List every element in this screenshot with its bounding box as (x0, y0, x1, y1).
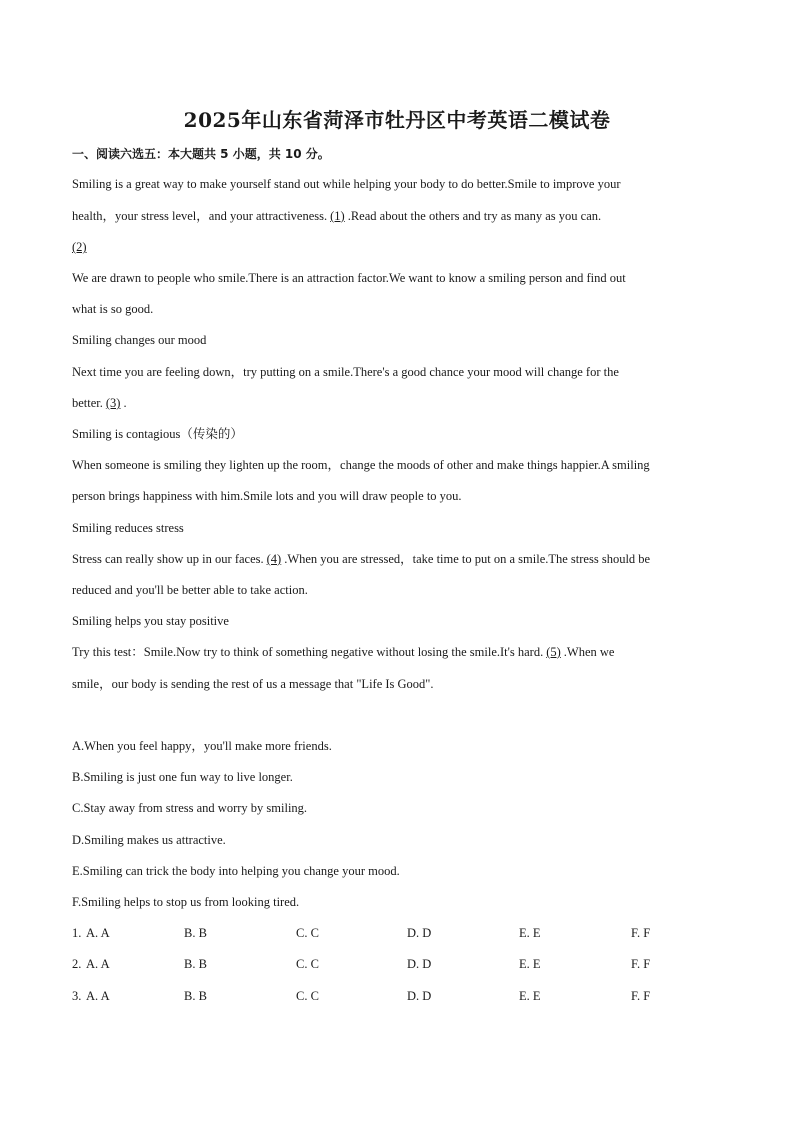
option-a[interactable]: A. A (86, 957, 110, 971)
passage-line (72, 239, 732, 255)
option-c[interactable]: C. C (296, 926, 319, 940)
choice-e: E.Smiling can trick the body into helping you change your mood. (72, 864, 400, 878)
section-header: 一、阅读六选五：本大题共 5 小题，共 10 分。 (72, 147, 330, 161)
option-f[interactable]: F. F (631, 957, 651, 971)
passage-line: smile，our body is sending the rest of us a message that "Life Is Good". (72, 677, 434, 691)
option-e[interactable]: E. E (519, 957, 541, 971)
option-f[interactable]: F. F (631, 926, 651, 940)
question-number-text: 3. (72, 989, 82, 1003)
passage-line: Next time you are feeling down，try putting on a smile.There's a good chance your mood will change for the (72, 365, 619, 379)
passage-text: .When we (563, 645, 615, 659)
passage-text: health，your stress level，and your attractiveness. (72, 209, 328, 223)
option-b[interactable]: B. B (184, 989, 207, 1003)
passage-text: Try this test：Smile.Now try to think of something negative without losing the smile.It's hard. (72, 645, 544, 659)
subheading: Smiling helps you stay positive (72, 614, 229, 628)
option-c[interactable]: C. C (296, 957, 319, 971)
choice-a: A.When you feel happy，you'll make more friends. (72, 739, 332, 753)
option-d[interactable]: D. D (407, 989, 432, 1003)
question-number-text: 2. (72, 957, 82, 971)
option-b[interactable]: B. B (184, 957, 207, 971)
passage-line: reduced and you'll be better able to take action. (72, 583, 308, 597)
passage-text: . (123, 396, 127, 410)
choice-f: F.Smiling helps to stop us from looking tired. (72, 895, 300, 909)
option-a[interactable]: A. A (86, 989, 110, 1003)
option-e[interactable]: E. E (519, 989, 541, 1003)
question-number-text: 1. (72, 926, 82, 940)
option-d[interactable]: D. D (407, 926, 432, 940)
option-c[interactable]: C. C (296, 989, 319, 1003)
passage-line (72, 644, 732, 660)
blank-3: (3) (105, 396, 121, 410)
subheading: Smiling reduces stress (72, 521, 184, 535)
passage-line (72, 395, 732, 411)
passage-line: We are drawn to people who smile.There is an attraction factor.We want to know a smiling person and find out (72, 271, 626, 285)
question-number (72, 988, 81, 1004)
option-a[interactable]: A. A (86, 926, 110, 940)
choice-d: D.Smiling makes us attractive. (72, 833, 226, 847)
choice-c: C.Stay away from stress and worry by smiling. (72, 801, 308, 815)
passage-line (72, 551, 732, 567)
question-number (72, 956, 81, 972)
option-d[interactable]: D. D (407, 957, 432, 971)
passage-text: better. (72, 396, 103, 410)
blank-1: (1) (330, 209, 345, 223)
question-number (72, 925, 81, 941)
passage-line (72, 208, 732, 224)
passage-text: Stress can really show up in our faces. (72, 552, 264, 566)
page-title: 2025年山东省菏泽市牡丹区中考英语二模试卷 (183, 108, 611, 132)
option-f[interactable]: F. F (631, 989, 651, 1003)
passage-line: Smiling is a great way to make yourself stand out while helping your body to do better.Smile to improve your (72, 177, 621, 191)
option-b[interactable]: B. B (184, 926, 207, 940)
blank-5: (5) (546, 645, 561, 659)
subheading: Smiling changes our mood (72, 333, 207, 347)
passage-line: what is so good. (72, 302, 154, 316)
passage-text: .When you are stressed，take time to put on a smile.The stress should be (284, 552, 651, 566)
subheading: Smiling is contagious（传染的） (72, 427, 243, 441)
passage-line: When someone is smiling they lighten up the room，change the moods of other and make things happier.A smiling (72, 458, 650, 472)
blank-2: (2) (72, 240, 87, 254)
option-e[interactable]: E. E (519, 926, 541, 940)
passage-text: .Read about the others and try as many as you can. (347, 209, 602, 223)
passage-line: person brings happiness with him.Smile lots and you will draw people to you. (72, 489, 462, 503)
blank-4: (4) (266, 552, 282, 566)
choice-b: B.Smiling is just one fun way to live longer. (72, 770, 293, 784)
